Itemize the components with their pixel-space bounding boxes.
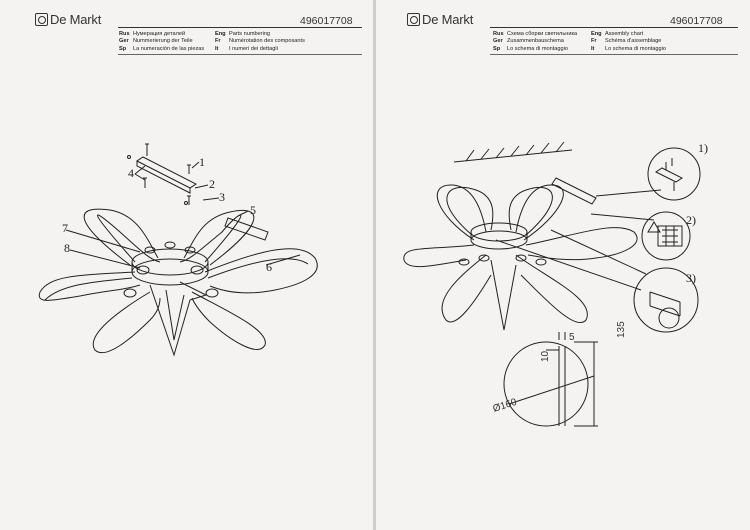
part-label-6: 6 — [266, 260, 272, 274]
dimension-side: 10 — [540, 350, 551, 362]
arm-lower-right — [192, 292, 265, 349]
product-code: 496017708 — [300, 15, 353, 27]
arm-lower-right — [516, 255, 587, 323]
part-label-4: 4 — [128, 166, 134, 180]
ceiling-line — [454, 150, 572, 162]
dimension-height: 135 — [616, 321, 627, 338]
part-label-2: 2 — [209, 177, 215, 191]
assembly-diagram — [376, 0, 750, 530]
part-label-5: 5 — [250, 203, 256, 217]
right-page — [376, 0, 750, 530]
mounting-bracket — [137, 157, 196, 188]
brand-name: De Markt — [50, 12, 102, 27]
arm-left — [404, 245, 474, 267]
part-label-7: 7 — [62, 221, 68, 235]
product-code: 496017708 — [670, 15, 723, 27]
parts-diagram — [0, 0, 374, 530]
canopy — [471, 223, 527, 241]
titles-right: Eng Parts numbering Fr Numérotation des composants It I numeri dei dettagli — [215, 31, 305, 52]
brand-name: De Markt — [422, 12, 474, 27]
part-label-8: 8 — [64, 241, 70, 255]
step-label-2: 2) — [686, 213, 696, 227]
dimension-diameter: Ø160 — [491, 396, 519, 415]
titles-left: Rus Нумерация деталей Ger Nummerierung der Teile Sp La numeración de las piezas — [119, 31, 205, 52]
step-label-1: 1) — [698, 141, 708, 155]
part-label-3: 3 — [219, 190, 225, 204]
arm-upper-right — [180, 215, 241, 262]
height-dimension — [574, 342, 598, 426]
part-label-1: 1 — [199, 155, 205, 169]
titles-right: Eng Assembly chart Fr Schéma d'assemblage It Lo schema di montaggio — [591, 31, 666, 52]
arm-upper-left — [447, 187, 493, 235]
left-page — [0, 0, 374, 530]
dimension-top: 5 — [569, 332, 575, 343]
titles-left: Rus Схема сборки светильника Ger Zusammenbauschema Sp Lo schema di montaggio — [493, 31, 578, 52]
arm-upper-left — [98, 215, 161, 262]
step-label-3: 3) — [686, 271, 696, 285]
arm-lower-left — [93, 292, 160, 353]
arm-left — [39, 272, 140, 300]
